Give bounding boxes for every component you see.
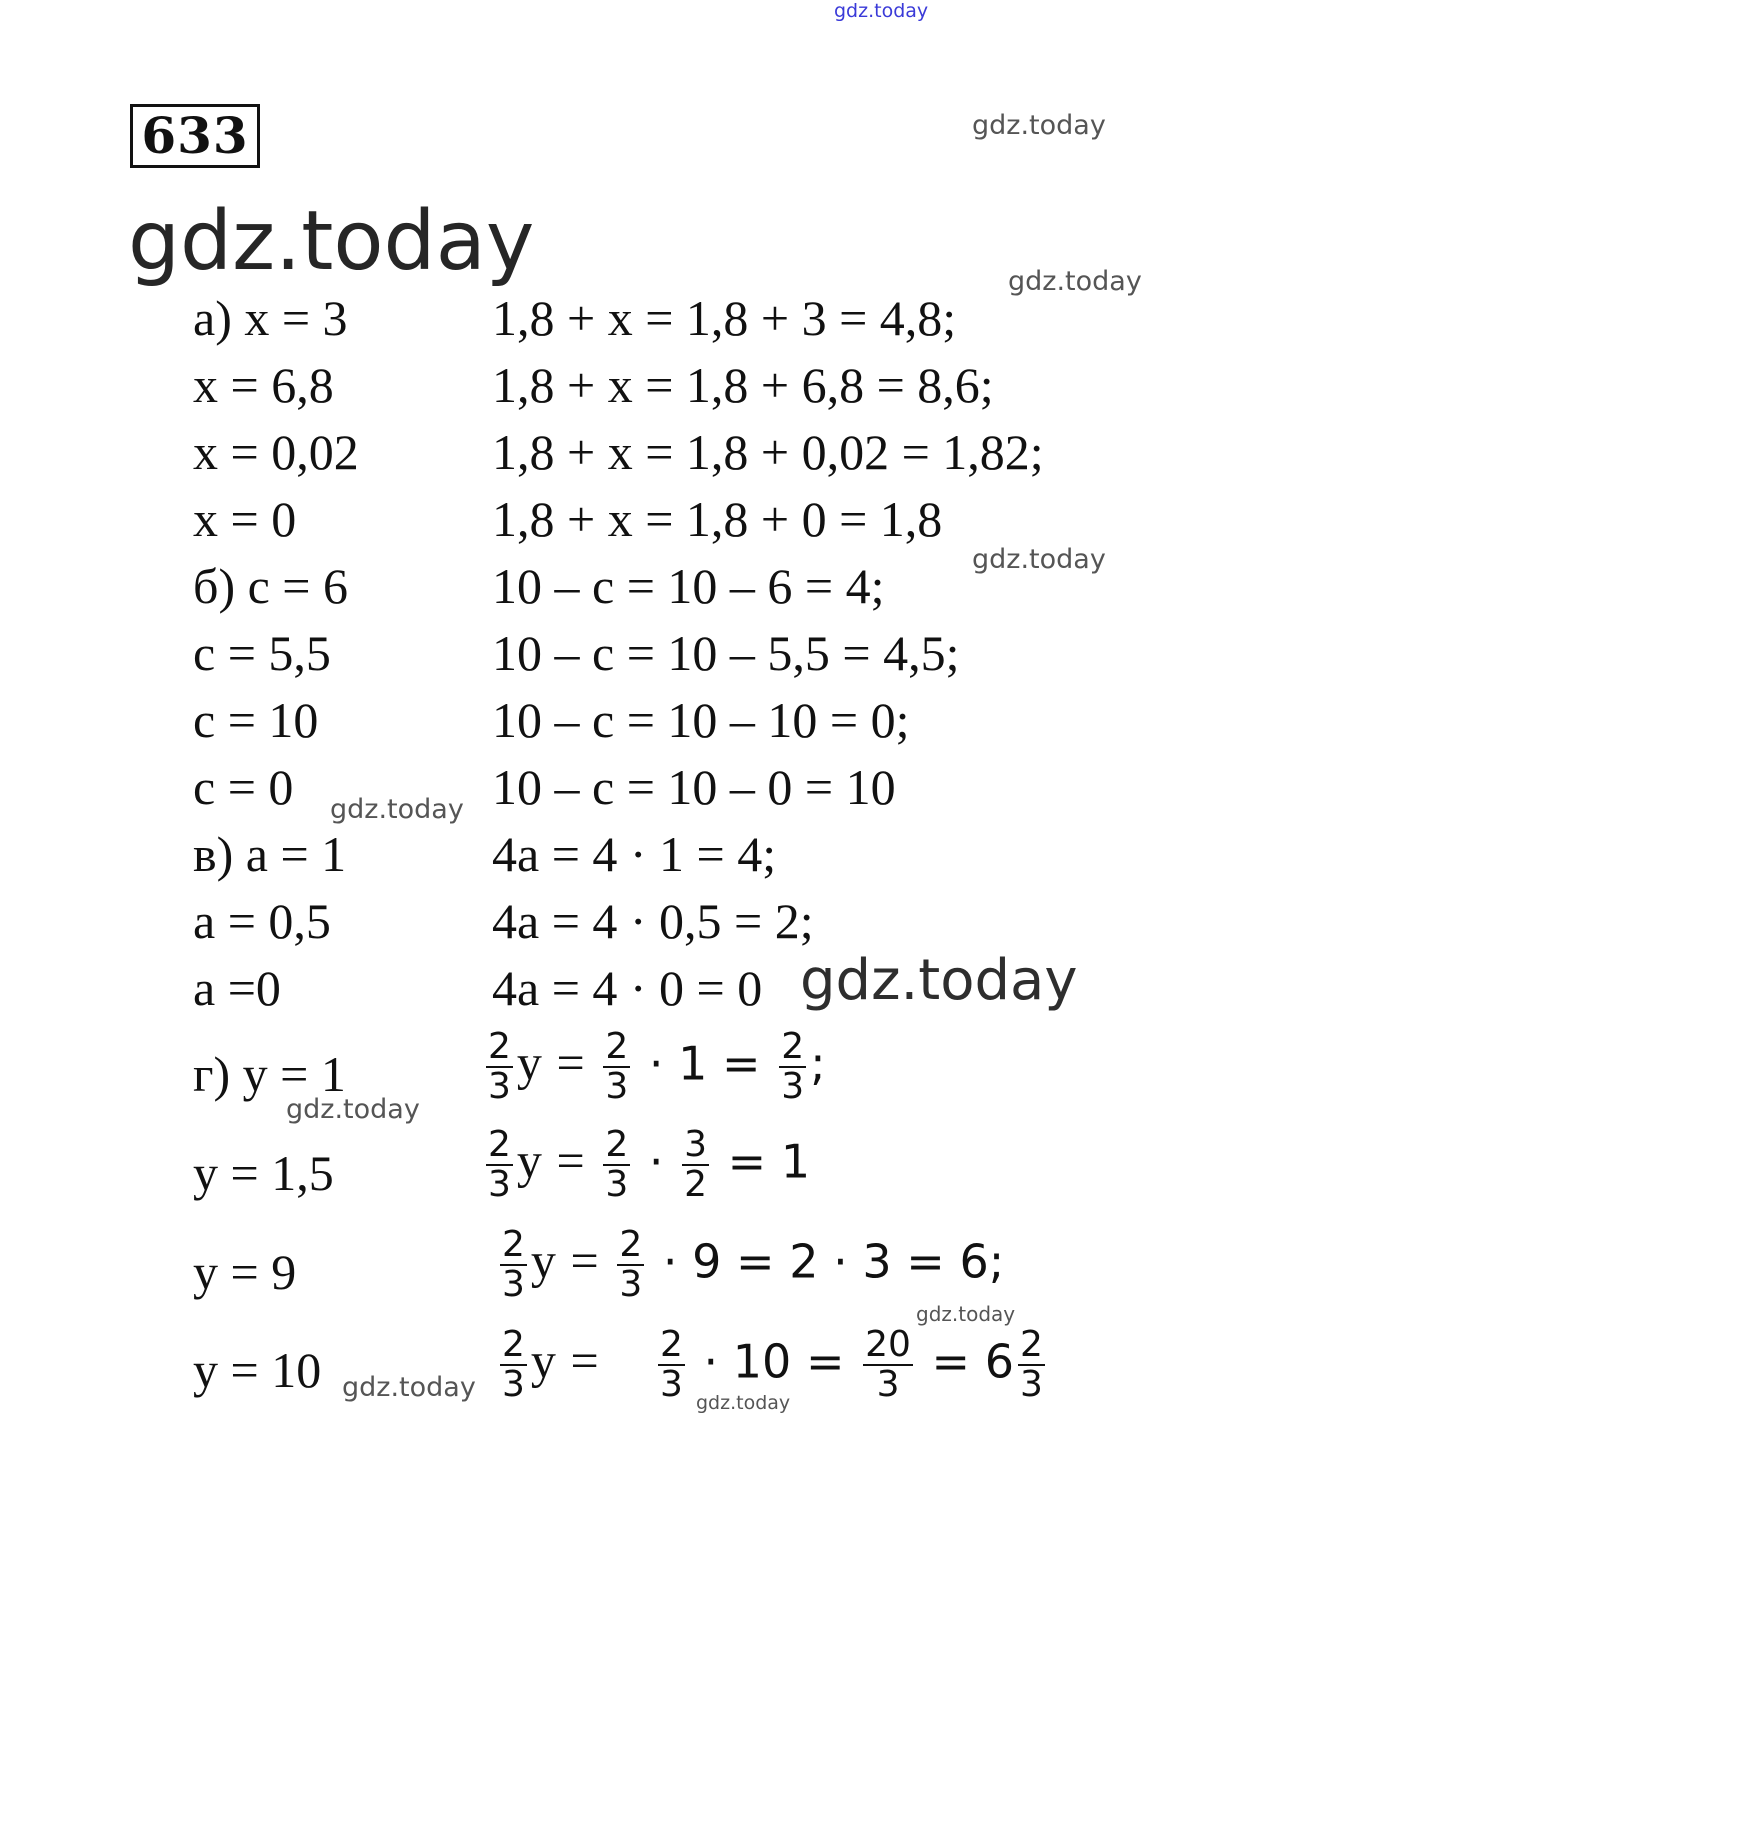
part-b-line-2-rhs: 10 – c = 10 – 5,5 = 4,5; [492, 625, 960, 681]
part-a-line-4-lhs: x = 0 [193, 491, 297, 547]
fraction: $\frac{3}{2}$ [684, 1124, 708, 1205]
part-a-line-1-rhs: 1,8 + x = 1,8 + 3 = 4,8; [492, 290, 957, 346]
fraction: $\frac{2}{3}$ [605, 1124, 629, 1205]
part-a-line-1-lhs: а) x = 3 [193, 290, 348, 346]
fraction: $\frac{2}{3}$ [1020, 1324, 1043, 1405]
watermark-5: gdz.today [800, 948, 1078, 1013]
part-v-line-2-rhs: 4a = 4 · 0,5 = 2; [492, 893, 814, 949]
watermark-large: gdz.today [128, 194, 535, 289]
part-g-line-3-rhs: $\frac{2}{3}$ y = $\frac{2}{3}$ · 9 = 2 · 3 = 6; [502, 1224, 1005, 1305]
part-g-line-2-lhs: y = 1,5 [193, 1145, 334, 1201]
part-a-line-3-lhs: x = 0,02 [193, 424, 359, 480]
problem-number: 633 [130, 104, 260, 168]
part-v-line-2-lhs: a = 0,5 [193, 893, 331, 949]
fraction: $\frac{2}{3}$ [781, 1026, 805, 1107]
watermark-1: gdz.today [972, 110, 1106, 141]
fraction: $\frac{2}{3}$ [502, 1224, 525, 1305]
part-b-line-3-rhs: 10 – c = 10 – 10 = 0; [492, 692, 910, 748]
fraction: $\frac{2}{3}$ [619, 1224, 643, 1305]
watermark-6: gdz.today [286, 1094, 420, 1125]
part-g-line-3-lhs: y = 9 [193, 1244, 297, 1300]
part-v-line-3-rhs: 4a = 4 · 0 = 0 [492, 960, 763, 1016]
part-g-line-4-lhs: y = 10 [193, 1342, 322, 1398]
part-a-line-3-rhs: 1,8 + x = 1,8 + 0,02 = 1,82; [492, 424, 1044, 480]
part-a-line-2-lhs: x = 6,8 [193, 357, 334, 413]
watermark-7: gdz.today [916, 1302, 1016, 1326]
part-a-line-4-rhs: 1,8 + x = 1,8 + 0 = 1,8 [492, 491, 943, 547]
fraction: $\frac{2}{3}$ [488, 1026, 511, 1107]
part-b-line-4-rhs: 10 – c = 10 – 0 = 10 [492, 759, 896, 815]
part-g-line-4-rhs: $\frac{2}{3}$ y = $\frac{2}{3}$ · 10 = $\frac{20}{3}$ = 6 $\frac{2}{3}$ [502, 1324, 1043, 1405]
part-b-line-1-rhs: 10 – c = 10 – 6 = 4; [492, 558, 885, 614]
fraction: $\frac{2}{3}$ [488, 1124, 511, 1205]
part-b-line-4-lhs: c = 0 [193, 759, 294, 815]
watermark-8: gdz.today [342, 1372, 476, 1403]
fraction: $\frac{20}{3}$ [865, 1324, 911, 1405]
watermark-3: gdz.today [972, 544, 1106, 575]
part-b-line-1-lhs: б) c = 6 [193, 558, 348, 614]
part-g-line-1-rhs: $\frac{2}{3}$ y = $\frac{2}{3}$ · 1 = $\frac{2}{3}$ ; [488, 1026, 826, 1107]
fraction: $\frac{2}{3}$ [502, 1324, 525, 1405]
part-v-line-1-lhs: в) a = 1 [193, 826, 347, 882]
watermark-9: gdz.today [696, 1392, 791, 1414]
part-a-line-2-rhs: 1,8 + x = 1,8 + 6,8 = 8,6; [492, 357, 994, 413]
part-g-line-1-lhs: г) y = 1 [193, 1046, 346, 1102]
watermark-2: gdz.today [1008, 266, 1142, 297]
part-v-line-1-rhs: 4a = 4 · 1 = 4; [492, 826, 777, 882]
part-b-line-3-lhs: c = 10 [193, 692, 319, 748]
fraction: $\frac{2}{3}$ [659, 1324, 683, 1405]
watermark-top: gdz.today [834, 0, 929, 22]
part-v-line-3-lhs: a =0 [193, 960, 281, 1016]
part-g-line-2-rhs: $\frac{2}{3}$ y = $\frac{2}{3}$ · $\frac{3}{2}$ = 1 [488, 1124, 811, 1205]
watermark-4: gdz.today [330, 794, 464, 825]
fraction: $\frac{2}{3}$ [605, 1026, 629, 1107]
part-b-line-2-lhs: c = 5,5 [193, 625, 331, 681]
